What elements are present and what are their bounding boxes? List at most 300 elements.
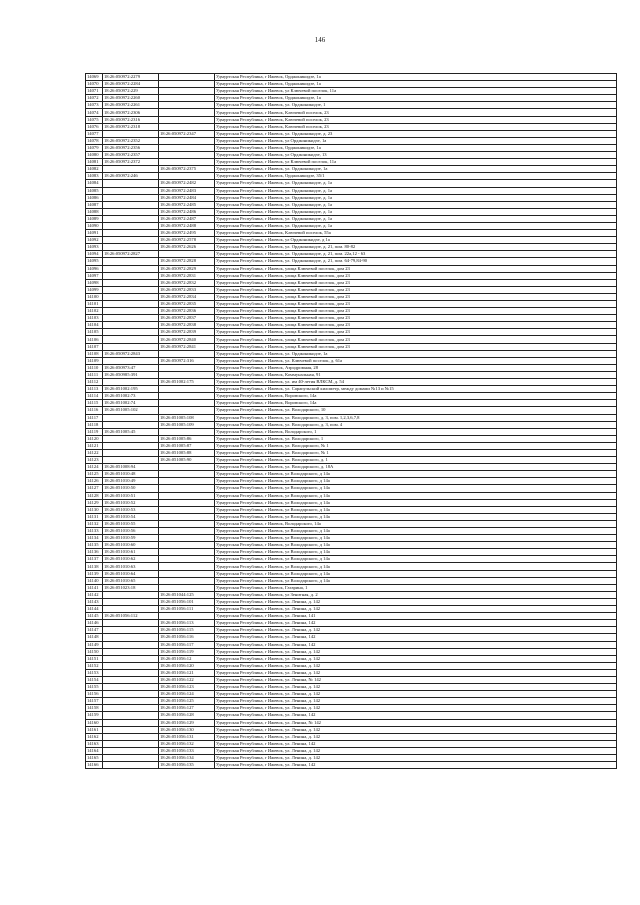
cadastral-number-premises: 18:26:051005:86: [159, 435, 215, 442]
address: Удмуртская Республика, г Ижевск, ул Володарского, д 14а: [215, 478, 617, 485]
row-number: 14100: [86, 293, 103, 300]
row-number: 14094: [86, 251, 103, 258]
cadastral-number-parcel: 18:26:050972:2318: [103, 123, 159, 130]
row-number: 14154: [86, 676, 103, 683]
row-number: 14150: [86, 648, 103, 655]
cadastral-number-premises: 18:26:050972:2838: [159, 322, 215, 329]
table-row: [86, 620, 617, 627]
address: Удмуртская Республика, г Ижевск, ул Зенитная, д. 2: [215, 591, 617, 598]
table-row: [86, 272, 617, 279]
cadastral-number-premises: [159, 350, 215, 357]
row-number: 14087: [86, 201, 103, 208]
address: Удмуртская Республика, г Ижевск, улица Ключевой поселок, дом 23: [215, 308, 617, 315]
address: Удмуртская Республика, г Ижевск, ул. Володарского, 10: [215, 407, 617, 414]
cadastral-number-premises: 18:26:051056:130: [159, 726, 215, 733]
cadastral-number-parcel: 18:26:050972:2306: [103, 109, 159, 116]
cadastral-number-premises: [159, 492, 215, 499]
page-number: 146: [314, 36, 326, 44]
cadastral-number-premises: [159, 613, 215, 620]
table-row: [86, 634, 617, 641]
address: Удмуртская Республика, г Ижевск, ул. Орджоникидзе, 1а: [215, 166, 617, 173]
table-row: [86, 166, 617, 173]
cadastral-number-premises: [159, 528, 215, 535]
cadastral-number-parcel: [103, 329, 159, 336]
address: Удмуртская Республика, г Ижевск, улица Ключевой поселок, дом 23: [215, 301, 617, 308]
address: Удмуртская Республика, г Ижевск, ул. Володарского, № 1: [215, 442, 617, 449]
address: Удмуртская Республика, г Ижевск, ул. Орджоникидзе, 1: [215, 102, 617, 109]
row-number: 14117: [86, 414, 103, 421]
cadastral-number-parcel: [103, 222, 159, 229]
cadastral-number-parcel: [103, 244, 159, 251]
cadastral-number-premises: 18:26:050972:2835: [159, 301, 215, 308]
table-row: [86, 719, 617, 726]
cadastral-number-parcel: [103, 286, 159, 293]
table-row: [86, 449, 617, 456]
table-row: [86, 712, 617, 719]
address: Удмуртская Республика, г Ижевск, ул. Ленина, д. 142: [215, 669, 617, 676]
table-row: [86, 556, 617, 563]
table-row: [86, 329, 617, 336]
row-number: 14072: [86, 95, 103, 102]
cadastral-number-parcel: 18:26:051002:74: [103, 400, 159, 407]
row-number: 14073: [86, 102, 103, 109]
cadastral-number-parcel: 18:26:050973:47: [103, 364, 159, 371]
cadastral-number-parcel: 18:26:051002:195: [103, 386, 159, 393]
table-row: [86, 442, 617, 449]
row-number: 14146: [86, 620, 103, 627]
cadastral-number-parcel: 18:26:050972:2261: [103, 102, 159, 109]
table-row: [86, 655, 617, 662]
cadastral-number-parcel: [103, 669, 159, 676]
address: Удмуртская Республика, г Ижевск, ул Володарского, д 14а: [215, 577, 617, 584]
table-row: [86, 81, 617, 88]
table-row: [86, 506, 617, 513]
cadastral-number-parcel: 18:26:050972:2827: [103, 251, 159, 258]
table-row: [86, 308, 617, 315]
address: Удмуртская Республика, г Ижевск, Ключевой поселок, 23: [215, 123, 617, 130]
table-row: [86, 549, 617, 556]
cadastral-number-premises: 18:26:051005:87: [159, 442, 215, 449]
row-number: 14095: [86, 258, 103, 265]
row-number: 14098: [86, 279, 103, 286]
cadastral-number-premises: 18:26:051002:175: [159, 379, 215, 386]
row-number: 14093: [86, 244, 103, 251]
cadastral-number-parcel: [103, 293, 159, 300]
cadastral-number-parcel: 18:26:051010:61: [103, 549, 159, 556]
row-number: 14090: [86, 222, 103, 229]
cadastral-number-premises: 18:26:050972:2485: [159, 201, 215, 208]
cadastral-number-premises: 18:26:051056:129: [159, 719, 215, 726]
row-number: 14081: [86, 159, 103, 166]
cadastral-number-parcel: [103, 719, 159, 726]
cadastral-number-premises: 18:26:051056:127: [159, 705, 215, 712]
cadastral-number-premises: 18:26:050972:2832: [159, 279, 215, 286]
cadastral-number-premises: [159, 159, 215, 166]
cadastral-number-premises: 18:26:051005:90: [159, 457, 215, 464]
row-number: 14114: [86, 393, 103, 400]
cadastral-number-premises: 18:26:051056:132: [159, 740, 215, 747]
cadastral-number-premises: [159, 88, 215, 95]
address: Удмуртская Республика, г Ижевск, ул. Володарского, д. 3, пом. 1,2,3,6,7,8: [215, 414, 617, 421]
table-row: [86, 492, 617, 499]
cadastral-number-premises: 18:26:050972:2487: [159, 215, 215, 222]
table-row: [86, 279, 617, 286]
table-row: [86, 95, 617, 102]
cadastral-number-parcel: 18:26:051010:59: [103, 535, 159, 542]
row-number: 14083: [86, 173, 103, 180]
address: Удмуртская Республика, г Ижевск, ул. Ленина, 142: [215, 712, 617, 719]
cadastral-number-parcel: [103, 130, 159, 137]
row-number: 14112: [86, 379, 103, 386]
cadastral-number-premises: 18:26:051056:115: [159, 627, 215, 634]
row-number: 14159: [86, 712, 103, 719]
table-row: [86, 265, 617, 272]
address: Удмуртская Республика, г Ижевск, ул. Орджоникидзе, д. 1а: [215, 222, 617, 229]
address: Удмуртская Республика, г Ижевск, ул. Ленина, № 142: [215, 676, 617, 683]
cadastral-number-premises: 18:26:051056:135: [159, 762, 215, 769]
table-row: [86, 535, 617, 542]
cadastral-number-parcel: [103, 315, 159, 322]
cadastral-number-premises: 18:26:051056:119: [159, 648, 215, 655]
row-number: 14110: [86, 364, 103, 371]
cadastral-number-premises: 18:26:051056:122: [159, 676, 215, 683]
cadastral-number-parcel: [103, 691, 159, 698]
table-row: [86, 322, 617, 329]
table-row: [86, 293, 617, 300]
row-number: 14137: [86, 556, 103, 563]
address: Удмуртская Республика, г Ижевск, Орджоникидзе, 35/1: [215, 173, 617, 180]
cadastral-number-premises: 18:26:050972:2375: [159, 166, 215, 173]
address: Удмуртская Республика, г Ижевск, ул. Ленина, д. 142: [215, 662, 617, 669]
table-row: [86, 584, 617, 591]
row-number: 14079: [86, 144, 103, 151]
address: Удмуртская Республика, г Ижевск, ул Володарского, д 14а: [215, 549, 617, 556]
cadastral-number-premises: [159, 364, 215, 371]
cadastral-number-parcel: [103, 322, 159, 329]
row-number: 14099: [86, 286, 103, 293]
table-row: [86, 215, 617, 222]
row-number: 14166: [86, 762, 103, 769]
address: Удмуртская Республика, г Ижевск, ул Володарского, д 14а: [215, 513, 617, 520]
row-number: 14151: [86, 655, 103, 662]
row-number: 14103: [86, 315, 103, 322]
address: Удмуртская Республика, г Ижевск, ул. Ленина, д. 142: [215, 691, 617, 698]
cadastral-number-premises: 18:26:051056:113: [159, 620, 215, 627]
row-number: 14127: [86, 485, 103, 492]
cadastral-number-premises: [159, 137, 215, 144]
cadastral-number-parcel: [103, 265, 159, 272]
address: Удмуртская Республика, г Ижевск, ул. Ленина, 142: [215, 641, 617, 648]
cadastral-number-parcel: [103, 740, 159, 747]
table-row: [86, 201, 617, 208]
cadastral-number-premises: [159, 570, 215, 577]
cadastral-number-parcel: 18:26:051010:64: [103, 570, 159, 577]
row-number: 14148: [86, 634, 103, 641]
row-number: 14152: [86, 662, 103, 669]
row-number: 14076: [86, 123, 103, 130]
cadastral-number-parcel: [103, 591, 159, 598]
cadastral-number-premises: 18:26:050972:316: [159, 357, 215, 364]
table-row: [86, 428, 617, 435]
cadastral-number-premises: [159, 144, 215, 151]
address: Удмуртская Республика, г Ижевск, ул Орджоникидзе, 13: [215, 152, 617, 159]
address: Удмуртская Республика, г Ижевск, Ключевой поселок, 23: [215, 116, 617, 123]
address: Удмуртская Республика, г Ижевск, ул Орджоникидзе, 1а: [215, 137, 617, 144]
cadastral-register-table: [85, 73, 617, 769]
cadastral-number-parcel: [103, 279, 159, 286]
cadastral-number-premises: [159, 535, 215, 542]
row-number: 14120: [86, 435, 103, 442]
row-number: 14158: [86, 705, 103, 712]
cadastral-number-parcel: [103, 435, 159, 442]
table-row: [86, 393, 617, 400]
cadastral-number-parcel: 18:26:051008:94: [103, 464, 159, 471]
table-row: [86, 691, 617, 698]
cadastral-number-premises: 18:26:050972:2626: [159, 244, 215, 251]
address: Удмуртская Республика, г Ижевск, ул. Орджоникидзе, д. 21, пом. 80-82: [215, 244, 617, 251]
table-row: [86, 563, 617, 570]
address: Удмуртская Республика, г Ижевск, ул. Володарского, д. 18А: [215, 464, 617, 471]
cadastral-number-parcel: 18:26:051010:49: [103, 478, 159, 485]
row-number: 14086: [86, 194, 103, 201]
address: Удмуртская Республика, г Ижевск, улица Ключевой поселок, дом 23: [215, 279, 617, 286]
cadastral-number-premises: 18:26:050972:2482: [159, 180, 215, 187]
row-number: 14121: [86, 442, 103, 449]
address: Удмуртская Республика, г Ижевск, Воровского, 14а: [215, 400, 617, 407]
row-number: 14078: [86, 137, 103, 144]
address: Удмуртская Республика, г Ижевск, ул Володарского, д 14а: [215, 563, 617, 570]
cadastral-number-parcel: 18:26:051010:63: [103, 563, 159, 570]
row-number: 14104: [86, 322, 103, 329]
cadastral-number-premises: 18:26:050972:2834: [159, 293, 215, 300]
row-number: 14108: [86, 350, 103, 357]
address: Удмуртская Республика, г Ижевск, улица Ключевой поселок, дом 23: [215, 272, 617, 279]
cadastral-number-parcel: [103, 187, 159, 194]
cadastral-number-parcel: [103, 648, 159, 655]
table-row: [86, 648, 617, 655]
table-row: [86, 641, 617, 648]
address: Удмуртская Республика, г Ижевск, ул Ключевой поселок, 11а: [215, 88, 617, 95]
cadastral-number-premises: [159, 109, 215, 116]
cadastral-number-premises: 18:26:051005:108: [159, 414, 215, 421]
cadastral-number-parcel: [103, 343, 159, 350]
table-row: [86, 499, 617, 506]
cadastral-number-premises: [159, 577, 215, 584]
cadastral-number-parcel: 18:26:050972:229: [103, 88, 159, 95]
table-row: [86, 613, 617, 620]
cadastral-number-parcel: [103, 308, 159, 315]
cadastral-number-parcel: [103, 301, 159, 308]
row-number: 14139: [86, 570, 103, 577]
cadastral-number-parcel: 18:26:050972:2843: [103, 350, 159, 357]
address: Удмуртская Республика, г Ижевск, ул. Ленина, д. 142: [215, 648, 617, 655]
cadastral-number-parcel: [103, 449, 159, 456]
cadastral-number-premises: [159, 173, 215, 180]
row-number: 14165: [86, 755, 103, 762]
row-number: 14144: [86, 606, 103, 613]
row-number: 14115: [86, 400, 103, 407]
table-row: [86, 747, 617, 754]
row-number: 14082: [86, 166, 103, 173]
table-row: [86, 698, 617, 705]
table-row: [86, 237, 617, 244]
address: Удмуртская Республика, г Ижевск, ул. Ленина, 142: [215, 634, 617, 641]
table-row: [86, 130, 617, 137]
table-row: [86, 74, 617, 81]
table-row: [86, 669, 617, 676]
table-row: [86, 414, 617, 421]
cadastral-number-premises: 18:26:050972:2841: [159, 343, 215, 350]
cadastral-number-parcel: [103, 237, 159, 244]
address: Удмуртская Республика, г Ижевск, ул. им 40-летия ВЛКСМ, д. 54: [215, 379, 617, 386]
cadastral-number-premises: 18:26:051056:120: [159, 662, 215, 669]
cadastral-number-parcel: [103, 379, 159, 386]
table-row: [86, 662, 617, 669]
cadastral-number-parcel: 18:26:051010:53: [103, 506, 159, 513]
row-number: 14136: [86, 549, 103, 556]
table-row: [86, 627, 617, 634]
address: Удмуртская Республика, г Ижевск, ул Володарского, д 14а: [215, 570, 617, 577]
row-number: 14126: [86, 478, 103, 485]
cadastral-number-parcel: 18:26:051005:102: [103, 407, 159, 414]
address: Удмуртская Республика, г Ижевск, ул Володарского, д 14а: [215, 492, 617, 499]
address: Удмуртская Республика, г Ижевск, ул. Ленина, д. 142: [215, 747, 617, 754]
address: Удмуртская Республика, г Ижевск, ул. Сарапульский километр, между домами №13 и №15: [215, 386, 617, 393]
cadastral-number-premises: [159, 513, 215, 520]
cadastral-number-parcel: [103, 357, 159, 364]
cadastral-number-parcel: [103, 655, 159, 662]
cadastral-number-premises: 18:26:051056:133: [159, 747, 215, 754]
cadastral-number-premises: [159, 123, 215, 130]
row-number: 14156: [86, 691, 103, 698]
row-number: 14071: [86, 88, 103, 95]
cadastral-number-premises: [159, 393, 215, 400]
cadastral-number-parcel: [103, 442, 159, 449]
cadastral-number-parcel: 18:26:050972:2316: [103, 116, 159, 123]
table-row: [86, 705, 617, 712]
cadastral-number-parcel: [103, 201, 159, 208]
cadastral-number-parcel: [103, 414, 159, 421]
address: Удмуртская Республика, г Ижевск, улица Ключевой поселок, дом 23: [215, 293, 617, 300]
cadastral-number-premises: 18:26:051044:125: [159, 591, 215, 598]
table-row: [86, 230, 617, 237]
row-number: 14119: [86, 428, 103, 435]
cadastral-number-premises: [159, 400, 215, 407]
table-row: [86, 315, 617, 322]
row-number: 14130: [86, 506, 103, 513]
row-number: 14080: [86, 152, 103, 159]
row-number: 14106: [86, 336, 103, 343]
cadastral-number-parcel: [103, 180, 159, 187]
cadastral-number-premises: 18:26:051056:131: [159, 733, 215, 740]
address: Удмуртская Республика, г Ижевск, Орджоникидзе, 1а: [215, 81, 617, 88]
cadastral-number-premises: [159, 549, 215, 556]
cadastral-number-premises: 18:26:051056:134: [159, 755, 215, 762]
table-row: [86, 755, 617, 762]
row-number: 14157: [86, 698, 103, 705]
row-number: 14105: [86, 329, 103, 336]
table-row: [86, 457, 617, 464]
address: Удмуртская Республика, г Ижевск, улица Ключевой поселок, дом 23: [215, 329, 617, 336]
table-row: [86, 286, 617, 293]
cadastral-number-parcel: [103, 215, 159, 222]
cadastral-number-parcel: [103, 762, 159, 769]
table-row: [86, 137, 617, 144]
table-row: [86, 357, 617, 364]
row-number: 14164: [86, 747, 103, 754]
cadastral-number-parcel: [103, 676, 159, 683]
table-row: [86, 144, 617, 151]
cadastral-number-parcel: [103, 272, 159, 279]
address: Удмуртская Республика, г Ижевск, Орджоникидзе, 1а: [215, 95, 617, 102]
cadastral-number-premises: [159, 506, 215, 513]
address: Удмуртская Республика, г Ижевск, ул. Орджоникидзе, д. 21, пом. 64-79,84-90: [215, 258, 617, 265]
cadastral-number-premises: [159, 499, 215, 506]
address: Удмуртская Республика, г Ижевск, улица Ключевой поселок, дом 23: [215, 343, 617, 350]
cadastral-number-premises: 18:26:051056:111: [159, 606, 215, 613]
row-number: 14161: [86, 726, 103, 733]
address: Удмуртская Республика, г Ижевск, ул. Ленина, д. 142: [215, 598, 617, 605]
address: Удмуртская Республика, г Ижевск, ул. Ленина, д. 142: [215, 684, 617, 691]
row-number: 14145: [86, 613, 103, 620]
cadastral-number-premises: 18:26:051056:101: [159, 598, 215, 605]
cadastral-number-parcel: [103, 421, 159, 428]
address: Удмуртская Республика, г Ижевск, Орджоникидзе, 1а: [215, 144, 617, 151]
row-number: 14149: [86, 641, 103, 648]
table-row: [86, 102, 617, 109]
table-row: [86, 421, 617, 428]
table-row: [86, 350, 617, 357]
cadastral-number-parcel: 18:26:050972:2279: [103, 74, 159, 81]
cadastral-number-premises: 18:26:050972:2484: [159, 194, 215, 201]
row-number: 14091: [86, 230, 103, 237]
cadastral-number-premises: [159, 74, 215, 81]
cadastral-number-parcel: [103, 606, 159, 613]
cadastral-number-parcel: [103, 194, 159, 201]
cadastral-number-parcel: [103, 755, 159, 762]
table-body: [86, 74, 617, 769]
address: Удмуртская Республика, г Ижевск, ул. Ленина, д. 142: [215, 733, 617, 740]
cadastral-number-premises: [159, 471, 215, 478]
cadastral-number-parcel: 18:26:051010:54: [103, 513, 159, 520]
cadastral-number-premises: [159, 152, 215, 159]
cadastral-number-premises: 18:26:050972:2347: [159, 130, 215, 137]
row-number: 14155: [86, 684, 103, 691]
row-number: 14122: [86, 449, 103, 456]
address: Удмуртская Республика, г Ижевск, улица Ключевой поселок, дом 23: [215, 265, 617, 272]
row-number: 14142: [86, 591, 103, 598]
table-row: [86, 123, 617, 130]
table-row: [86, 606, 617, 613]
cadastral-number-parcel: 18:26:051010:50: [103, 485, 159, 492]
row-number: 14143: [86, 598, 103, 605]
row-number: 14134: [86, 535, 103, 542]
address: Удмуртская Республика, г Ижевск, Орджоникидзе, 1а: [215, 74, 617, 81]
table-row: [86, 116, 617, 123]
address: Удмуртская Республика, г Ижевск, ул Володарского, д 14а: [215, 535, 617, 542]
cadastral-number-premises: 18:26:050972:2828: [159, 258, 215, 265]
table-row: [86, 570, 617, 577]
address: Удмуртская Республика, г Ижевск, ул. Орджоникидзе, д. 21, пом. 22а,12 - 63: [215, 251, 617, 258]
table-row: [86, 386, 617, 393]
cadastral-number-parcel: [103, 620, 159, 627]
row-number: 14075: [86, 116, 103, 123]
row-number: 14140: [86, 577, 103, 584]
row-number: 14153: [86, 669, 103, 676]
table-row: [86, 343, 617, 350]
address: Удмуртская Республика, г Ижевск, ул. Володарского, д. 3, пом. 4: [215, 421, 617, 428]
cadastral-number-parcel: [103, 208, 159, 215]
